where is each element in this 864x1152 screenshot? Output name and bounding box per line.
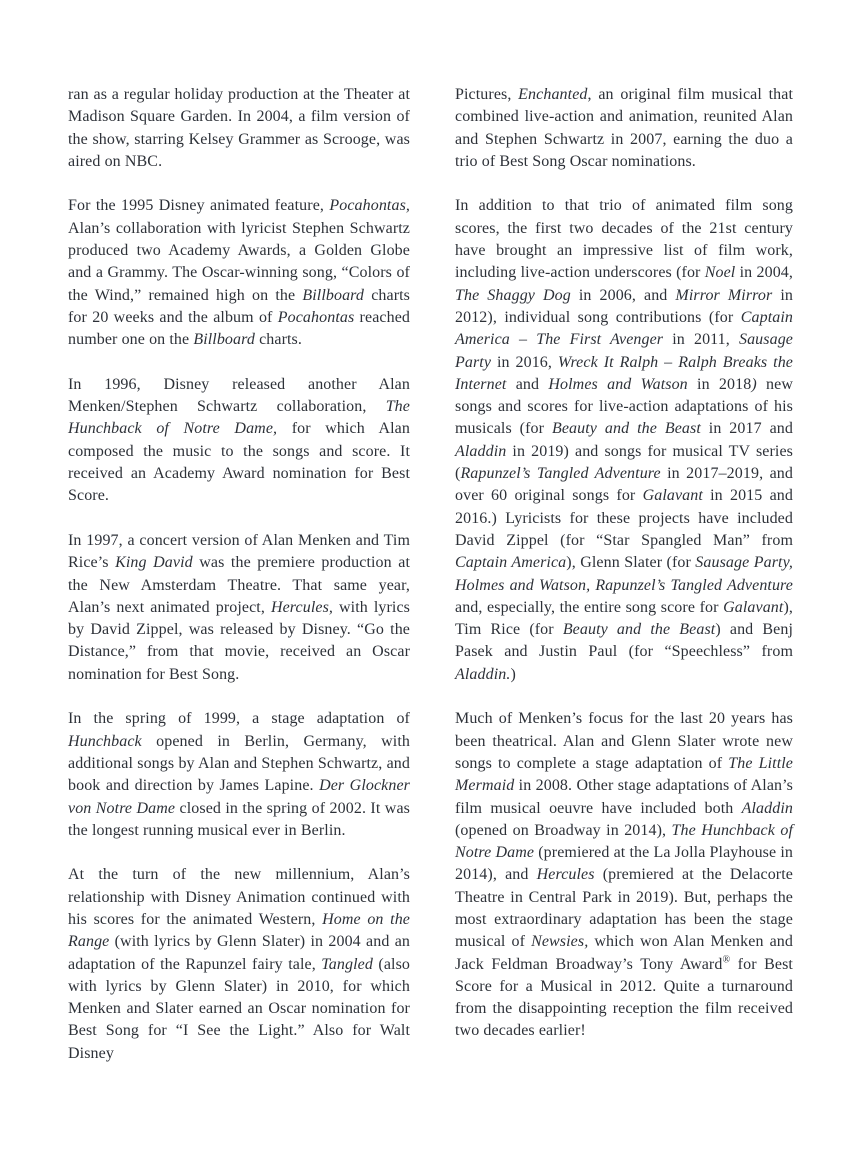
text-run: The Hunchback of Notre Dame [455, 821, 794, 862]
text-run: ) [751, 375, 757, 393]
text-run: in 2016, [491, 353, 558, 371]
text-run: Beauty and the Beast [551, 420, 701, 438]
text-run: in 2017–2019, and over 60 original songs for [455, 465, 793, 505]
text-run: in 2017 and [700, 420, 794, 438]
text-run: (premiered at the La Jolla Playhouse in 2014), and [455, 844, 793, 884]
text-run: in 2008. Other stage adaptations of Alan’s film musical oeuvre have included both [455, 777, 793, 817]
text-run: ), Glenn Slater (for [566, 554, 696, 572]
text-run: and, especially, the entire song score for [455, 598, 724, 616]
column-right [455, 84, 793, 1065]
text-area [68, 84, 793, 1065]
text-run: ) and Benj Pasek and Justin Paul (for “Speechless” from [455, 621, 793, 661]
text-run: closed in the spring of 2002. It was the longest running musical ever in Berlin. [68, 799, 410, 839]
text-run: ) [510, 665, 516, 683]
text-run: Hercules [536, 866, 595, 884]
text-run: in 2019) and songs for musical TV series ( [455, 442, 793, 483]
text-run: in 2012), individual song contributions (for [455, 286, 793, 326]
text-run: The Shaggy Dog [455, 286, 571, 304]
text-run: charts. [254, 331, 302, 349]
text-run: Pictures, [455, 86, 519, 103]
paragraph [68, 708, 410, 842]
text-run: reached number one on the [68, 308, 410, 349]
text-run: Captain America – The First Avenger [455, 308, 793, 349]
paragraph [68, 374, 410, 508]
text-run: Noel [704, 264, 736, 282]
text-run: in 2004, [735, 264, 793, 282]
text-run: At the turn of the new millennium, Alan’s relationship with Disney Animation continued with his scores for the animated Western, [68, 866, 410, 928]
text-run: King David [115, 554, 193, 572]
text-run: Hercules, [270, 598, 334, 616]
text-run: charts for 20 weeks and the album of [68, 286, 410, 326]
text-run: In 1996, Disney released another Alan Menken/Stephen Schwartz collaboration, [68, 375, 410, 416]
text-run: In 1997, a concert version of Alan Menken and Tim Rice’s [68, 531, 410, 572]
text-run: which won Alan Menken and Jack Feldman Broadway’s Tony Award [455, 933, 793, 973]
paragraph [455, 84, 793, 173]
text-run: , an original film musical that combined live-action and animation, reunited Alan and Stephen Schwartz in 2007, earning the duo a trio of Best Song Oscar nominations. [455, 86, 794, 170]
text-run: Tangled [321, 955, 373, 973]
text-run: new songs and scores for live-action adaptations of his musicals (for [455, 375, 793, 438]
text-run: with lyrics by David Zippel, was released by Disney. “Go the Distance,” from that movie, received an Oscar nomination for Best Song. [68, 598, 410, 683]
text-run: Aladdin. [455, 665, 511, 683]
text-run: In addition to that trio of animated film song scores, the first two decades of the 21st century have brought an impressive list of film work, including live-action underscores (for [455, 197, 793, 282]
text-run: For the 1995 Disney animated feature, [68, 197, 330, 215]
text-run: Beauty and the Beast [562, 621, 716, 639]
paragraph [455, 195, 793, 686]
text-run: Rapunzel’s Tangled Adventure [460, 465, 661, 483]
text-run: and [506, 375, 549, 393]
text-run: in 2011, [663, 331, 739, 349]
text-run: In the spring of 1999, a stage adaptation of [68, 710, 410, 728]
paragraph [455, 708, 793, 1042]
text-run: Galavant [642, 487, 703, 505]
text-run: Captain America [455, 554, 567, 572]
paragraph [68, 195, 410, 351]
text-run: Galavant [723, 598, 784, 616]
text-run: Hunchback [68, 732, 142, 750]
text-run: for Best Score for a Musical in 2012. Quite a turnaround from the disappointing reception the film received two decades earlier! [455, 955, 793, 1040]
text-run: was the premiere production at the New Amsterdam Theatre. That same year, Alan’s next animated project, [68, 554, 411, 616]
text-run: Enchanted [518, 86, 588, 103]
text-run: in 2006, and [570, 286, 676, 304]
text-run: (also with lyrics by Glenn Slater) in 2010, for which Menken and Slater earned an Oscar nomination for Best Song for “I See the Light.” Also for Walt Disney [68, 955, 411, 1062]
text-run: ® [722, 954, 731, 966]
text-run: Mirror Mirror [675, 286, 773, 304]
text-run: Sausage Party, Holmes and Watson, Rapunzel’s Tangled Adventure [455, 554, 793, 594]
text-run: for which Alan composed the music to the songs and score. It received an Academy Award nomination for Best Score. [68, 420, 410, 505]
paragraph [68, 530, 410, 686]
text-run: in 2018 [687, 375, 752, 393]
text-run: Sausage Party [455, 331, 794, 371]
text-run: Alan’s collaboration with lyricist Stephen Schwartz produced two Academy Awards, a Golden Globe and a Grammy. The Oscar-winning song, “Colors of the Wind,” remained high on the [68, 219, 410, 304]
text-run: opened in Berlin, Germany, with additional songs by Alan and Stephen Schwartz, and book and direction by James Lapine. [68, 732, 410, 795]
text-run: Aladdin [741, 799, 793, 817]
text-run: Wreck It Ralph – Ralph Breaks the Internet [455, 353, 793, 393]
paragraph [68, 864, 410, 1065]
text-run: Aladdin [455, 442, 507, 460]
text-run: Billboard [302, 286, 365, 304]
text-run: Home on the Range [68, 910, 411, 951]
paragraph [68, 84, 410, 173]
text-run: Pocahontas, [329, 197, 410, 215]
text-run: (opened on Broadway in 2014), [455, 821, 672, 839]
text-run: Holmes and Watson [548, 375, 688, 393]
column-left [68, 84, 410, 1065]
text-run: The Hunchback of Notre Dame, [68, 398, 410, 438]
text-run: (premiered at the Delacorte Theatre in Central Park in 2019). But, perhaps the most extraordinary adaptation has been the stage musical of [455, 866, 793, 951]
text-run: ran as a regular holiday production at the Theater at Madison Square Garden. In 2004, a film version of the show, starring Kelsey Grammer as Scrooge, was aired on NBC. [68, 86, 410, 170]
text-run: (with lyrics by Glenn Slater) in 2004 and an adaptation of the Rapunzel fairy tale, [68, 933, 410, 973]
text-run: Newsies, [531, 933, 589, 951]
text-run: in 2015 and 2016.) Lyricists for these projects have included David Zippel (for “Star Spangled Man” from [455, 487, 793, 549]
text-run: Der Glockner von Notre Dame [68, 777, 411, 817]
text-run: ), Tim Rice (for [455, 598, 793, 639]
text-run: Much of Menken’s focus for the last 20 years has been theatrical. Alan and Glenn Slater wrote new songs to complete a stage adaptation of [455, 710, 793, 772]
text-run: Billboard [193, 331, 255, 349]
text-run: The Little Mermaid [455, 754, 794, 795]
text-run: Pocahontas [277, 308, 355, 326]
